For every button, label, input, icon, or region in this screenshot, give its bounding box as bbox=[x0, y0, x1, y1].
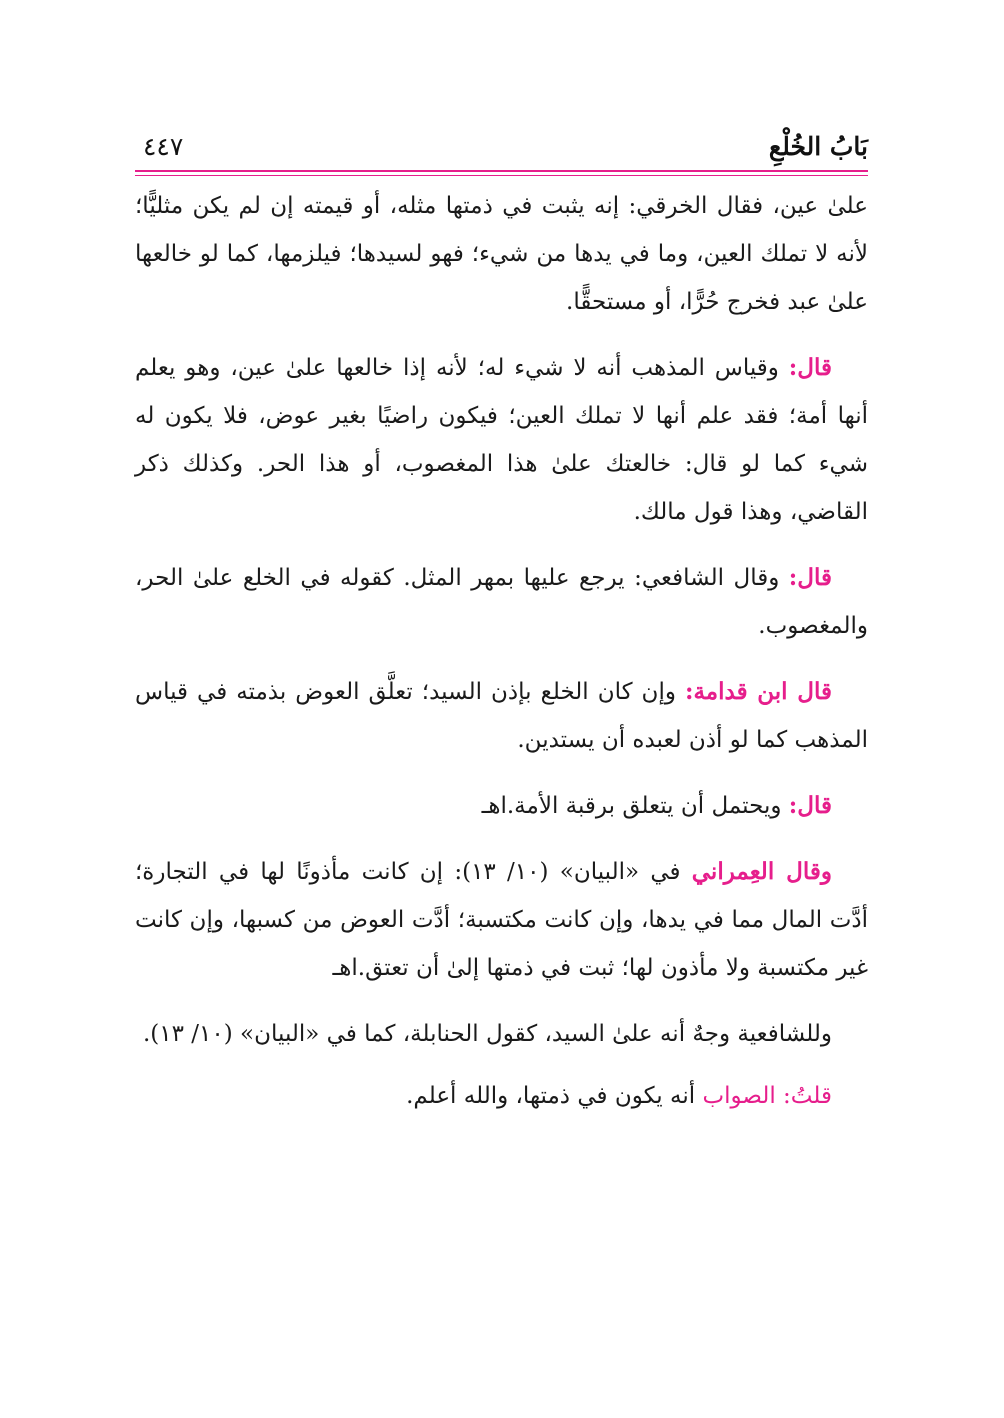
paragraph-ibn-qudama bbox=[135, 668, 868, 764]
paragraph-continuation bbox=[135, 182, 868, 326]
body-text bbox=[135, 182, 868, 1138]
paragraph-qala-3 bbox=[135, 782, 868, 830]
header-rule-thick bbox=[135, 170, 868, 172]
conclusion-label: قلتُ: الصواب bbox=[702, 1083, 832, 1109]
paragraph-imrani bbox=[135, 848, 868, 992]
chapter-title: بَابُ الخُلْعِ bbox=[768, 132, 868, 161]
paragraph-label: قال: bbox=[788, 564, 832, 591]
paragraph-label: قال: bbox=[788, 792, 832, 819]
paragraph-qala-1 bbox=[135, 344, 868, 536]
paragraph-label: قال: bbox=[788, 354, 832, 381]
paragraph-text: وللشافعية وجهٌ أنه علىٰ السيد، كقول الحنابلة، كما في «البيان» (١٠/ ١٣). bbox=[142, 1021, 832, 1047]
paragraph-qala-2 bbox=[135, 554, 868, 650]
paragraph-text: ويحتمل أن يتعلق برقبة الأمة.اهـ bbox=[481, 793, 789, 819]
paragraph-label: وقال العِمراني bbox=[691, 858, 832, 885]
conclusion-text: أنه يكون في ذمتها، والله أعلم. bbox=[406, 1083, 703, 1109]
running-header bbox=[135, 128, 868, 168]
paragraph-text: وإن كان الخلع بإذن السيد؛ تعلَّق العوض بذمته في قياس المذهب كما لو أذن لعبده أن يستدين. bbox=[135, 679, 868, 753]
paragraph-text: في «البيان» (١٠/ ١٣): إن كانت مأذونًا لها في التجارة؛ أدَّت المال مما في يدها، وإن كانت مكتسبة؛ أدَّت العوض من كسبها، وإن كانت غير مكتسبة ولا مأذون لها؛ ثبت في ذمتها إلىٰ أن تعتق.اهـ bbox=[135, 859, 868, 981]
paragraph-shafiiyya bbox=[135, 1010, 868, 1058]
page-number: ٤٤٧ bbox=[143, 132, 184, 161]
paragraph-label: قال ابن قدامة: bbox=[684, 678, 832, 705]
paragraph-text: علىٰ عين، فقال الخرقي: إنه يثبت في ذمتها مثله، أو قيمته إن لم يكن مثليًّا؛ لأنه لا تملك العين، وما في يدها من شيء؛ فهو لسيدها؛ فيلزمها، كما لو خالعها علىٰ عبد فخرج حُرًّا، أو مستحقًّا. bbox=[135, 193, 868, 315]
paragraph-conclusion bbox=[135, 1072, 868, 1120]
header-rule-thin bbox=[135, 175, 868, 176]
paragraph-text: وقال الشافعي: يرجع عليها بمهر المثل. كقوله في الخلع علىٰ الحر، والمغصوب. bbox=[135, 565, 868, 639]
paragraph-text: وقياس المذهب أنه لا شيء له؛ لأنه إذا خالعها علىٰ عين، وهو يعلم أنها أمة؛ فقد علم أنها لا تملك العين؛ فيكون راضيًا بغير عوض، فلا يكون له شيء كما لو قال: خالعتك علىٰ هذا المغصوب، أو هذا الحر. وكذلك ذكر القاضي، وهذا قول مالك. bbox=[135, 355, 868, 525]
